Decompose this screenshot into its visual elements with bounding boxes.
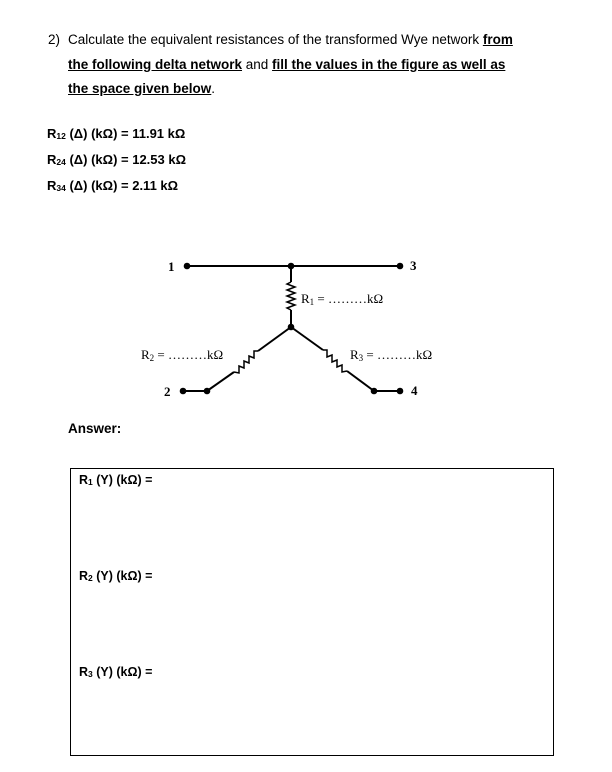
question-text: Calculate the equivalent resistances of the transformed Wye network from the following delta network and fill the values in the figure as well as the space given below. (68, 32, 513, 96)
given-r12: $R_{12}$ (Δ) (kΩ) = 11.91 kΩ (47, 126, 186, 141)
center-junction (288, 324, 295, 331)
r2-label: R2 = ………kΩ (141, 347, 224, 363)
question-number: 2) (48, 32, 61, 47)
node3-label: 3 (410, 258, 417, 273)
node1-terminal (184, 263, 191, 270)
given-r34: $R_{34}$ (Δ) (kΩ) = 2.11 kΩ (47, 178, 179, 193)
r1-resistor (287, 282, 295, 310)
node2-terminal (180, 388, 187, 395)
answer-r2: $R_2$ (Y) (kΩ) = (79, 569, 153, 583)
r3-label: R3 = ………kΩ (350, 347, 433, 363)
r3-resistor (323, 350, 347, 372)
r2-lower-wire (207, 372, 234, 391)
node4-junction (371, 388, 378, 395)
answer-r3: $R_3$ (Y) (kΩ) = (79, 665, 153, 679)
given-r24: $R_{24}$ (Δ) (kΩ) = 12.53 kΩ (47, 152, 187, 167)
node1-label: 1 (168, 259, 175, 274)
r2-resistor (234, 351, 258, 373)
node2-label: 2 (164, 384, 171, 399)
r3-upper-wire (291, 327, 323, 350)
node3-terminal (397, 263, 404, 270)
node2-junction (204, 388, 211, 395)
answer-box[interactable] (70, 468, 554, 756)
top-junction (288, 263, 295, 270)
node4-label: 4 (411, 383, 418, 398)
r1-label: R1 = ………kΩ (301, 291, 384, 307)
r2-upper-wire (258, 327, 291, 351)
answer-label: Answer: (68, 421, 122, 436)
r3-lower-wire (347, 371, 374, 391)
answer-r1: $R_1$ (Y) (kΩ) = (79, 473, 153, 487)
node4-terminal (397, 388, 404, 395)
